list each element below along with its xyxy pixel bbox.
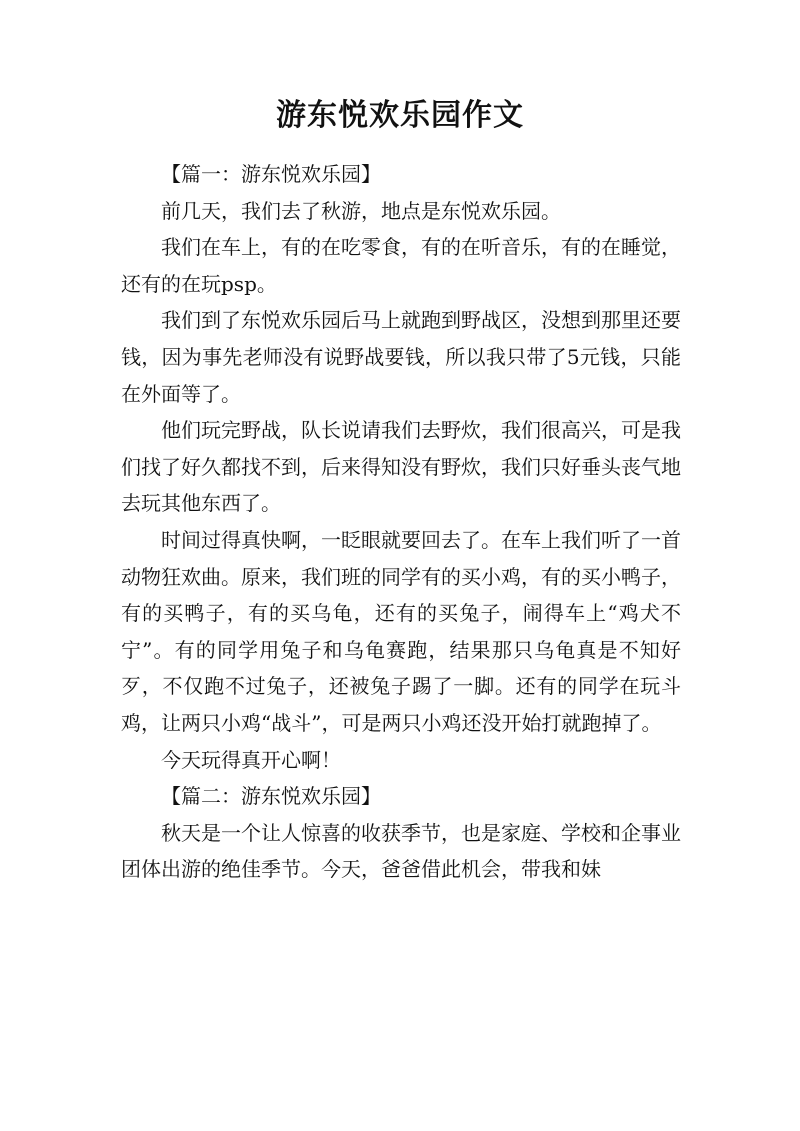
- paragraph: 时间过得真快啊，一眨眼就要回去了。在车上我们听了一首动物狂欢曲。原来，我们班的同学有的买小鸡，有的买小鸭子，有的买鸭子，有的买乌龟，还有的买兔子，闹得车上“鸡犬不宁”。有的同学用兔子和乌龟赛跑，结果那只乌龟真是不知好歹，不仅跑不过兔子，还被兔子踢了一脚。还有的同学在玩斗鸡，让两只小鸡“战斗”，可是两只小鸡还没开始打就跑掉了。: [121, 527, 681, 735]
- paragraph: 秋天是一个让人惊喜的收获季节，也是家庭、学校和企事业团体出游的绝佳季节。今天，爸爸借此机会，带我和妹: [121, 820, 681, 882]
- section-heading-2: 【篇二：游东悦欢乐园】: [161, 784, 381, 809]
- paragraph: 今天玩得真开心啊！: [161, 747, 341, 772]
- document-body: [121, 156, 681, 888]
- document-title: 游东悦欢乐园作文: [276, 98, 524, 133]
- paragraph: 前几天，我们去了秋游，地点是东悦欢乐园。: [161, 198, 561, 223]
- section-heading-1: 【篇一：游东悦欢乐园】: [161, 162, 381, 186]
- paragraph: 我们到了东悦欢乐园后马上就跑到野战区，没想到那里还要钱，因为事先老师没有说野战要钱，所以我只带了5元钱，只能在外面等了。: [121, 308, 681, 406]
- paragraph: 我们在车上，有的在吃零食，有的在听音乐，有的在睡觉，还有的在玩psp。: [121, 235, 681, 296]
- paragraph: 他们玩完野战，队长说请我们去野炊，我们很高兴，可是我们找了好久都找不到，后来得知没有野炊，我们只好垂头丧气地去玩其他东西了。: [121, 418, 681, 516]
